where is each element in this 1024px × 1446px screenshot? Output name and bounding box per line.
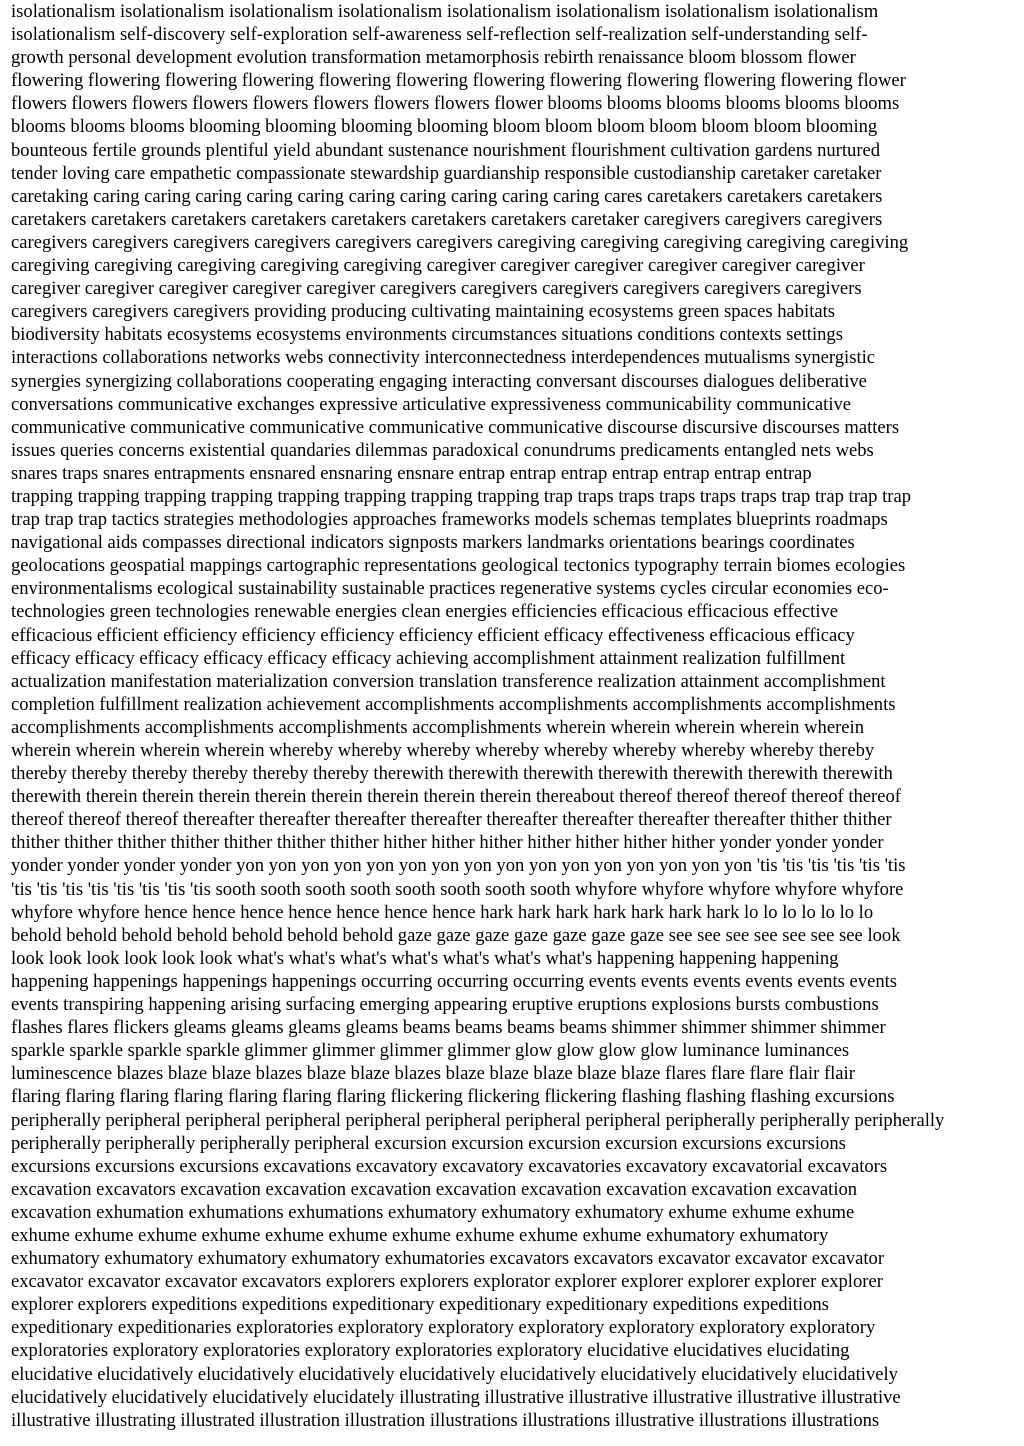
- text-line-43: happening happenings happenings happenings occurring occurring occurring events events events events events events: [11, 970, 898, 992]
- text-line-5: flowers flowers flowers flowers flowers flowers flowers flowers flower blooms blooms blooms blooms blooms blooms: [11, 93, 900, 115]
- text-line-1: isolationalism isolationalism isolationalism isolationalism isolationalism isolationalism isolationalism isolationalism: [11, 1, 879, 22]
- text-line-29: efficacy efficacy efficacy efficacy efficacy efficacy achieving accomplishment attainment realization fulfillment: [11, 647, 846, 669]
- text-line-7: bounteous fertile grounds plentiful yield abundant sustenance nourishment flourishment cultivation gardens nurtured: [11, 139, 881, 161]
- text-line-48: flaring flaring flaring flaring flaring flaring flaring flickering flickering flickering flashing flashing flashing excursions: [11, 1086, 895, 1108]
- text-line-13: caregiver caregiver caregiver caregiver caregiver caregivers caregivers caregivers caregivers caregivers caregivers: [11, 278, 862, 300]
- text-line-21: snares traps snares entrapments ensnared ensnaring ensnare entrap entrap entrap entrap entrap entrap entrap: [11, 462, 812, 484]
- text-line-49: peripherally peripheral peripheral peripheral peripheral peripheral peripheral peripheral peripherally peripherally peripherally: [11, 1109, 945, 1131]
- document-page: [11, 0, 1011, 1446]
- text-line-25: geolocations geospatial mappings cartographic representations geological tectonics typography terrain biomes ecologies: [11, 555, 906, 577]
- text-line-55: exhumatory exhumatory exhumatory exhumatory exhumatories excavators excavators excavator excavator excavator: [11, 1248, 885, 1270]
- text-line-28: efficacious efficient efficiency efficiency efficiency efficiency efficient efficacy effectiveness efficacious efficacy: [11, 624, 855, 646]
- text-line-33: wherein wherein wherein wherein whereby whereby whereby whereby whereby whereby whereby whereby thereby: [11, 740, 875, 761]
- text-line-42: look look look look look look what's what's what's what's what's what's what's happening happening happening: [11, 947, 839, 969]
- text-line-35: therewith therein therein therein therein therein therein therein therein thereabout thereof thereof thereof thereof thereof: [11, 786, 901, 808]
- text-line-24: navigational aids compasses directional indicators signposts markers landmarks orientations bearings coordinates: [11, 532, 855, 554]
- text-line-19: communicative communicative communicative communicative communicative discourse discursive discourses matters: [11, 416, 900, 438]
- text-line-14: caregivers caregivers caregivers providing producing cultivating maintaining ecosystems green spaces habitats: [11, 301, 836, 323]
- text-line-51: excursions excursions excursions excavations excavatory excavatory excavatories excavatory excavatorial excavators: [11, 1155, 888, 1177]
- text-line-46: sparkle sparkle sparkle sparkle glimmer glimmer glimmer glimmer glow glow glow glow luminance luminances: [11, 1040, 850, 1062]
- text-line-44: events transpiring happening arising surfacing emerging appearing eruptive eruptions explosions bursts combustions: [11, 994, 879, 1016]
- text-line-12: caregiving caregiving caregiving caregiving caregiving caregiver caregiver caregiver caregiver caregiver caregiver: [11, 255, 865, 277]
- text-line-15: biodiversity habitats ecosystems ecosystems environments circumstances situations conditions contexts settings: [11, 324, 843, 346]
- text-line-17: synergies synergizing collaborations cooperating engaging interacting conversant discourses dialogues deliberative: [11, 370, 867, 392]
- text-line-59: exploratories exploratory exploratories exploratory exploratories exploratory elucidative elucidatives elucidating: [11, 1340, 850, 1362]
- text-line-62: illustrative illustrating illustrated illustration illustration illustrations illustrations illustrative illustrations illustrations: [11, 1409, 880, 1431]
- text-line-22: trapping trapping trapping trapping trapping trapping trapping trapping trap traps traps traps traps traps trap trap trap trap: [11, 485, 911, 507]
- text-line-61: elucidatively elucidatively elucidatively elucidately illustrating illustrative illustrative illustrative illustrative illustrative: [11, 1386, 901, 1408]
- text-line-32: accomplishments accomplishments accomplishments accomplishments wherein wherein wherein wherein wherein: [11, 716, 864, 738]
- text-line-2: isolationalism self-discovery self-exploration self-awareness self-reflection self-realization self-understanding self-: [11, 24, 868, 46]
- text-line-23: trap trap trap tactics strategies methodologies approaches frameworks models schemas templates blueprints roadmaps: [11, 509, 888, 531]
- text-line-57: explorer explorers expeditions expeditions expeditionary expeditionary expeditionary expeditions expeditions: [11, 1294, 829, 1316]
- text-line-3: growth personal development evolution transformation metamorphosis rebirth renaissance bloom blossom flower: [11, 47, 856, 69]
- text-line-36: thereof thereof thereof thereafter thereafter thereafter thereafter thereafter thereafter thereafter thereafter thither thither: [11, 809, 892, 831]
- text-line-47: luminescence blazes blaze blaze blazes blaze blaze blazes blaze blaze blaze blaze blaze flares flare flare flair flair: [11, 1063, 855, 1085]
- text-line-39: 'tis 'tis 'tis 'tis 'tis 'tis 'tis 'tis sooth sooth sooth sooth sooth sooth sooth sooth whyfore whyfore whyfore whyfore whyfore: [11, 878, 904, 900]
- text-line-34: thereby thereby thereby thereby thereby thereby therewith therewith therewith therewith therewith therewith therewith: [11, 763, 893, 785]
- text-line-27: technologies green technologies renewable energies clean energies efficiencies efficacious efficacious effective: [11, 601, 839, 623]
- text-line-41: behold behold behold behold behold behold behold gaze gaze gaze gaze gaze gaze gaze see see see see see see see look: [11, 924, 901, 946]
- text-line-18: conversations communicative exchanges expressive articulative expressiveness communicability communicative: [11, 393, 852, 415]
- text-line-4: flowering flowering flowering flowering flowering flowering flowering flowering flowering flowering flowering flower: [11, 70, 906, 92]
- text-line-16: interactions collaborations networks webs connectivity interconnectedness interdependences mutualisms synergistic: [11, 347, 876, 369]
- text-line-37: thither thither thither thither thither thither thither hither hither hither hither hither hither hither yonder yonder yonder: [11, 832, 884, 854]
- text-line-58: expeditionary expeditionaries exploratories exploratory exploratory exploratory exploratory exploratory exploratory: [11, 1317, 876, 1339]
- text-line-60: elucidative elucidatively elucidatively elucidatively elucidatively elucidatively elucidatively elucidatively elucidatively: [11, 1363, 898, 1385]
- text-line-6: blooms blooms blooms blooming blooming blooming blooming bloom bloom bloom bloom bloom bloom blooming: [11, 116, 878, 138]
- text-line-54: exhume exhume exhume exhume exhume exhume exhume exhume exhume exhume exhumatory exhumatory: [11, 1224, 829, 1246]
- text-line-40: whyfore whyfore hence hence hence hence hence hence hence hark hark hark hark hark hark hark lo lo lo lo lo lo lo: [11, 901, 874, 923]
- text-line-30: actualization manifestation materialization conversion translation transference realization attainment accomplishment: [11, 670, 886, 692]
- text-line-11: caregivers caregivers caregivers caregivers caregivers caregivers caregiving caregiving caregiving caregiving caregiving: [11, 231, 909, 253]
- text-line-20: issues queries concerns existential quandaries dilemmas paradoxical conundrums predicaments entangled nets webs: [11, 439, 874, 461]
- text-line-45: flashes flares flickers gleams gleams gleams gleams beams beams beams beams shimmer shimmer shimmer shimmer: [11, 1017, 886, 1039]
- text-line-56: excavator excavator excavator excavators explorers explorers explorator explorer explorer explorer explorer explorer: [11, 1271, 883, 1293]
- text-line-10: caretakers caretakers caretakers caretakers caretakers caretakers caretakers caretaker caregivers caregivers caregivers: [11, 208, 883, 230]
- text-line-31: completion fulfillment realization achievement accomplishments accomplishments accomplishments accomplishments: [11, 693, 896, 715]
- text-line-38: yonder yonder yonder yonder yon yon yon yon yon yon yon yon yon yon yon yon yon yon yon yon 'tis 'tis 'tis 'tis 'tis 'tis: [11, 855, 906, 877]
- text-line-26: environmentalisms ecological sustainability sustainable practices regenerative systems cycles circular economies eco-: [11, 578, 889, 600]
- text-line-50: peripherally peripherally peripherally peripheral excursion excursion excursion excursion excursions excursions: [11, 1132, 846, 1154]
- text-line-53: excavation exhumation exhumations exhumations exhumatory exhumatory exhumatory exhume exhume exhume: [11, 1201, 855, 1223]
- text-line-52: excavation excavators excavation excavation excavation excavation excavation excavation excavation excavation: [11, 1178, 858, 1200]
- text-line-9: caretaking caring caring caring caring caring caring caring caring caring caring cares caretakers caretakers caretakers: [11, 185, 883, 207]
- text-line-8: tender loving care empathetic compassionate stewardship guardianship responsible custodianship caretaker caretaker: [11, 162, 882, 184]
